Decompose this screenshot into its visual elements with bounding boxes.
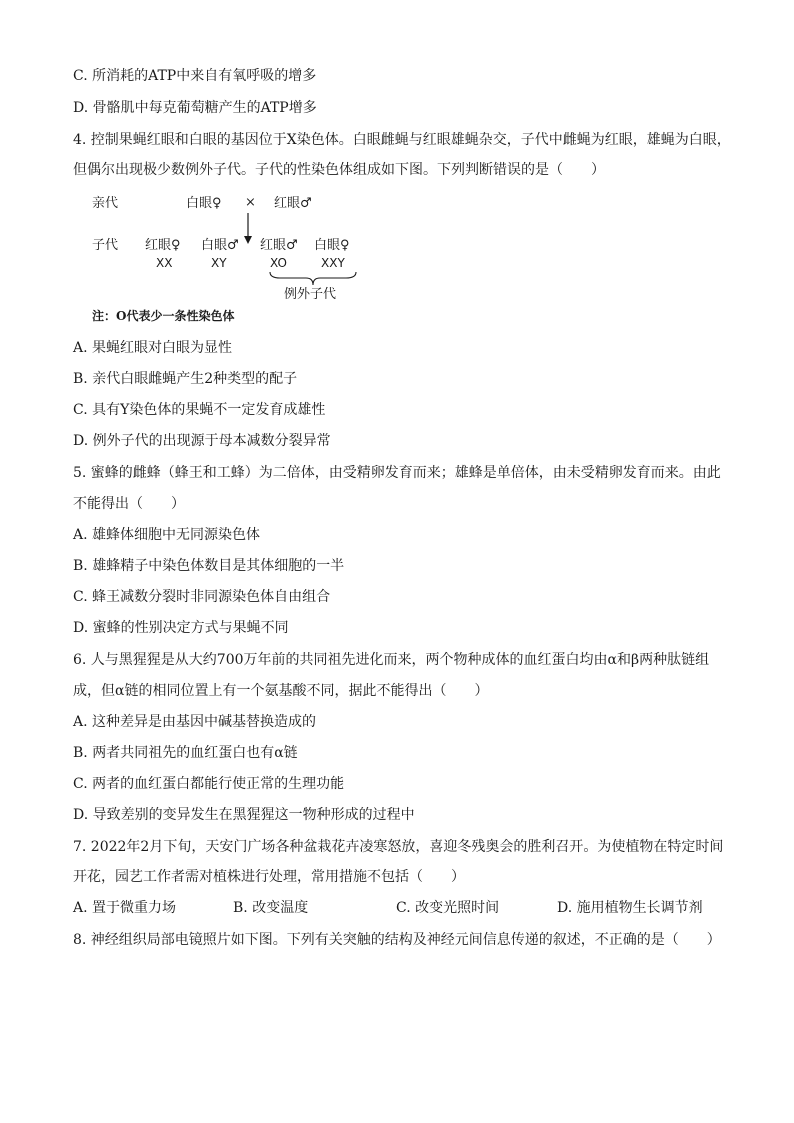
offspring-generation-label: 子代 (92, 238, 119, 253)
q6-option-d: D. 导致差别的变异发生在黑猩猩这一物种形成的过程中 (73, 807, 415, 823)
q5-stem-line-1: 5. 蜜蜂的雌蜂（蜂王和工蜂）为二倍体，由受精卵发育而来；雄蜂是单倍体，由未受精卵发育而来。由此 (73, 465, 721, 481)
q4-stem-line-1: 4. 控制果蝇红眼和白眼的基因位于X染色体。白眼雌蝇与红眼雄蝇杂交，子代中雌蝇为红眼，雄蝇为白眼， (73, 132, 731, 148)
cross-arrow (242, 212, 254, 246)
q6-stem-line-1: 6. 人与黑猩猩是从大约700万年前的共同祖先进化而来，两个物种成体的血红蛋白均由α和β两种肽链组 (73, 652, 710, 668)
q7-option-d: D. 施用植物生长调节剂 (557, 900, 703, 916)
parent-female-label: 白眼♀ (186, 196, 222, 211)
q6-option-b: B. 两者共同祖先的血红蛋白也有α链 (73, 745, 298, 761)
offspring-phenotype-4: 白眼♀ (314, 238, 350, 253)
q5-option-d: D. 蜜蜂的性别决定方式与果蝇不同 (73, 620, 289, 636)
cross-symbol: × (245, 195, 256, 210)
q7-option-a: A. 置于微重力场 (73, 900, 177, 916)
q4-option-c: C. 具有Y染色体的果蝇不一定发育成雄性 (73, 402, 326, 418)
q7-option-b: B. 改变温度 (233, 900, 309, 916)
q5-stem-line-2: 不能得出（ ） (73, 496, 185, 512)
q4-option-a: A. 果蝇红眼对白眼为显性 (73, 340, 233, 356)
q7-option-c: C. 改变光照时间 (396, 900, 500, 916)
offspring-genotype-4: XXY (321, 256, 345, 270)
q7-stem-line-1: 7. 2022年2月下旬，天安门广场各种盆栽花卉凌寒怒放，喜迎冬残奥会的胜利召开。为使植物在特定时间 (73, 839, 724, 855)
q5-option-a: A. 雄蜂体细胞中无同源染色体 (73, 527, 261, 543)
q6-stem-line-2: 成，但α链的相同位置上有一个氨基酸不同，据此不能得出（ ） (73, 683, 489, 699)
offspring-phenotype-1: 红眼♀ (145, 238, 181, 253)
q8-stem: 8. 神经组织局部电镜照片如下图。下列有关突触的结构及神经元间信息传递的叙述，不正确的是（ ） (73, 932, 721, 948)
offspring-phenotype-2: 白眼♂ (201, 238, 239, 253)
offspring-genotype-1: XX (156, 256, 173, 270)
diagram-note: 注：O代表少一条性染色体 (92, 309, 235, 323)
offspring-genotype-2: XY (211, 256, 227, 270)
q4-option-b: B. 亲代白眼雌蝇产生2种类型的配子 (73, 371, 298, 387)
q6-option-a: A. 这种差异是由基因中碱基替换造成的 (73, 714, 317, 730)
parent-generation-label: 亲代 (92, 196, 119, 211)
q6-option-c: C. 两者的血红蛋白都能行使正常的生理功能 (73, 776, 345, 792)
q4-option-d: D. 例外子代的出现源于母本减数分裂异常 (73, 433, 331, 449)
q4-stem-line-2: 但偶尔出现极少数例外子代。子代的性染色体组成如下图。下列判断错误的是（ ） (73, 162, 605, 178)
parent-male-label: 红眼♂ (274, 196, 312, 211)
genetic-cross-diagram (88, 190, 388, 325)
q3-option-d: D. 骨骼肌中每克葡萄糖产生的ATP增多 (73, 100, 317, 116)
q5-option-b: B. 雄蜂精子中染色体数目是其体细胞的一半 (73, 558, 345, 574)
q5-option-c: C. 蜂王减数分裂时非同源染色体自由组合 (73, 589, 331, 605)
exception-brace (268, 270, 358, 288)
q7-stem-line-2: 开花，园艺工作者需对植株进行处理，常用措施不包括（ ） (73, 869, 465, 885)
q7-options-row (73, 898, 753, 918)
offspring-genotype-3: XO (270, 256, 287, 270)
offspring-phenotype-3: 红眼♂ (260, 238, 298, 253)
exception-offspring-label: 例外子代 (284, 287, 337, 302)
q3-option-c: C. 所消耗的ATP中来自有氧呼吸的增多 (73, 68, 317, 84)
